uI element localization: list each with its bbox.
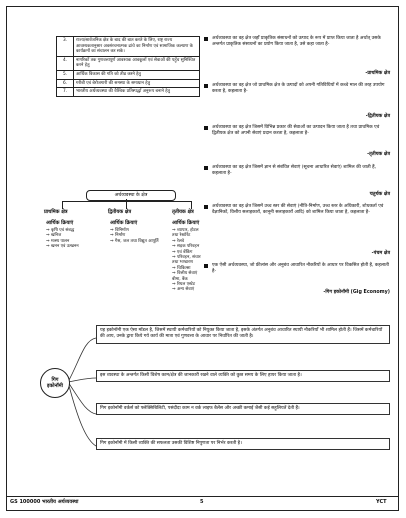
connector-line — [68, 382, 96, 446]
row-number: 3. — [57, 37, 74, 57]
list-item: ⇒ विनिर्माण — [110, 228, 129, 233]
arrow-icon: ⇒ — [172, 282, 176, 288]
list-item: ⇒ निर्माण — [110, 233, 126, 239]
connector-line — [68, 338, 96, 382]
list-item: ⇒ सड़क परिवहन — [172, 244, 200, 250]
footer-divider — [6, 496, 399, 497]
footer-page-number: 5 — [200, 499, 204, 505]
answer-gig: -गिग इकोनॉमी (Gig Economy) — [323, 290, 390, 295]
footer-book-title: GS 100000 भारतीय अर्थव्यवस्था — [10, 499, 79, 505]
answer-tertiary: -तृतीयक क्षेत्र — [367, 152, 390, 157]
arrow-icon: ⇒ — [110, 238, 114, 244]
list-item: ⇒ अन्य सेवाएं — [172, 287, 195, 293]
definition-quaternary: अर्थव्यवस्था का वह क्षेत्र जिसमें ज्ञान से संबंधित सेवाएं (सूचना आधारित सेवाएं) शामिल की जाती हैं, कहलाता है- — [212, 165, 390, 178]
list-item: ⇒ मत्स्य पालन — [46, 238, 70, 244]
arrow-icon: ⇒ — [172, 249, 176, 255]
arrow-icon: ⇒ — [172, 238, 176, 244]
tertiary-activities-head: आर्थिक क्रियाएं — [172, 220, 200, 226]
definition-tertiary: अर्थव्यवस्था का वह क्षेत्र जिसमें विभिन्न प्रकार की सेवाओं का उत्पादन किया जाता है तथा प्राथमिक एवं द्वितीयक क्षेत्र को अपनी सेवाएं प्रदान करता है, कहलाता है- — [212, 125, 390, 138]
arrow-icon: ⇒ — [172, 255, 176, 261]
arrow-icon: ⇒ — [46, 238, 50, 244]
circle-line: गिग — [51, 377, 59, 383]
footer-publisher: YCT — [376, 499, 387, 505]
tertiary-sector-head: तृतीयक क्षेत्र — [172, 209, 194, 215]
circle-line: इकोनॉमी — [47, 383, 63, 389]
connector-line — [68, 378, 96, 382]
row-text: नागरिकों तक गुणवत्तापूर्ण आवश्यक आवकूलों एवं सेवाओं की पहुँच सुनिश्चित करने हेतु — [74, 56, 200, 70]
primary-sector-head: प्राथमिक क्षेत्र — [44, 209, 68, 215]
gig-point-1: यह इकोनॉमी एक ऐसा मॉडल है, जिसमें स्थायी कर्मचारियों को नियुक्त किया जाता है, इसके अंतर्गत अनुबंध आधारित स्थायी नौकरियाँ भी शामिल होती हैं। जिसमें कर्मचारियों की आय, उनके द्वारा किये गये कार्य की मात्रा एवं गुणवत्ता के आधार पर निर्धारित की जाती है। — [96, 325, 390, 344]
gig-point-3: गिग इकोनॉमी वर्कर्स को फ्लेक्सिबिलिटी, पसंदीदा काम न वर्क लाइफ बैलेंस और अच्छी कमाई जैसी कई सहूलियतें देती हैं। — [96, 403, 390, 415]
row-text: भारतीय अर्थव्यवस्था की वैश्विक प्रतिस्पर्द्धा अनुरूप बनाने हेतु — [74, 88, 200, 97]
list-item: ⇒ कृषि एवं संबद्ध — [46, 228, 75, 233]
primary-activities-head: आर्थिक क्रियाएं — [46, 220, 74, 226]
arrow-icon: ⇒ — [172, 271, 176, 277]
list-item: ⇒ परिवहन, संचार तथा भण्डारण — [172, 255, 201, 266]
gig-point-4: गिग इकोनॉमी में किसी व्यक्ति की सफलता उसकी विशिष्ट निपुणता पर निर्भर करती है। — [96, 438, 390, 450]
list-item: ⇒ व्यापार, होटल तथा रेस्टोरेंट — [172, 228, 199, 239]
list-item: ⇒ वित्तीय सेवाएं बीमा, बैंक — [172, 271, 198, 282]
list-item: ⇒ खनिज — [46, 233, 62, 239]
secondary-activities-head: आर्थिक क्रियाएं — [110, 220, 138, 226]
definition-primary: अर्थव्यवस्था का वह क्षेत्र जहाँ प्राकृतिक संसाधनों को उत्पाद के रूप में प्राप्त किया जाता है अर्थात् उसके अन्तर्गत प्राकृतिक संसाधनों का प्रयोग किया जाता है, उसे कहा जाता है- — [212, 36, 390, 49]
list-item: ⇒ खनन एवं उत्खनन — [46, 244, 79, 250]
list-item: ⇒ रियल एस्टेट — [172, 282, 196, 288]
list-item: ⇒ रेलवे — [172, 238, 185, 244]
arrow-icon: ⇒ — [46, 233, 50, 239]
arrow-icon: ⇒ — [46, 228, 50, 233]
arrow-icon: ⇒ — [172, 287, 176, 293]
secondary-sector-head: द्वितीयक क्षेत्र — [108, 209, 132, 215]
arrow-icon: ⇒ — [46, 244, 50, 250]
list-item: ⇒ गैस, जल तथा विद्युत आपूर्ति — [110, 238, 159, 244]
arrow-icon: ⇒ — [172, 265, 176, 271]
definition-gig: एक ऐसी अर्थव्यवस्था, जो फ्रीलांस और अनुबंध आधारित नौकरियों के आधार पर विकसित होती है, कहलाती है- — [212, 263, 390, 276]
arrow-icon: ⇒ — [172, 244, 176, 250]
answer-quaternary: चतुर्थक क्षेत्र — [369, 192, 390, 197]
row-number: 7. — [57, 88, 74, 97]
gig-point-2: इस व्यवस्था के अन्तर्गत किसी विशेष काम/क्षेत्र की जानकारी रखने वाले व्यक्ति को कुछ समय के लिए हायर किया जाता है। — [96, 370, 390, 382]
answer-secondary: -द्वितीयक क्षेत्र — [365, 114, 390, 119]
arrow-icon: ⇒ — [110, 233, 114, 239]
answer-primary: -प्राथमिक क्षेत्र — [365, 71, 390, 76]
row-text: आर्थिक विकास की गति को तीव्र करने हेतु — [74, 70, 200, 79]
row-number: 6. — [57, 79, 74, 88]
row-text: राज्य/सार्वजनिक क्षेत्र के बाद की बात करते के लिए, राष्ट्र राज्य आवश्यकतानुसार अवसंरचनात्मक ढांचे का निर्माण एवं सामाजिक कल्याण के कार्यक्रमों का संचालन कर सके। — [74, 37, 200, 57]
diagram-title: अर्थव्यवस्था के क्षेत्र — [86, 190, 176, 201]
row-number: 5. — [57, 70, 74, 79]
gig-economy-circle — [40, 368, 70, 398]
arrow-icon: ⇒ — [110, 228, 114, 233]
list-item: ⇒ एवं बेंकिंग — [172, 249, 193, 255]
arrow-icon: ⇒ — [172, 228, 176, 233]
definition-secondary: अर्थव्यवस्था का वह क्षेत्र जो प्राथमिक क्षेत्र के उत्पादों को अपनी गतिविधियों में कच्चे माल की तरह उपयोग करता है, कहलाता है- — [212, 83, 390, 96]
definition-quinary: अर्थव्यवस्था का वह क्षेत्र जिसमें उच्च स्तर की सेवाएं (नीति-निर्माण, उच्च स्तर के अधिकारी, शोधकर्ता एवं वैज्ञानिकों, वित्तीय सलाहकारों, कानूनी सलाहकारों आदि) को शामिल किया जाता है, कहलाता है- — [212, 204, 390, 217]
list-item: ⇒ चिकित्सा — [172, 265, 191, 271]
row-text: गरीबी एवं बेरोजगारी की समस्या के समाधान हेतु — [74, 79, 200, 88]
row-number: 4. — [57, 56, 74, 70]
answer-quinary: -पंचम क्षेत्र — [371, 251, 390, 256]
